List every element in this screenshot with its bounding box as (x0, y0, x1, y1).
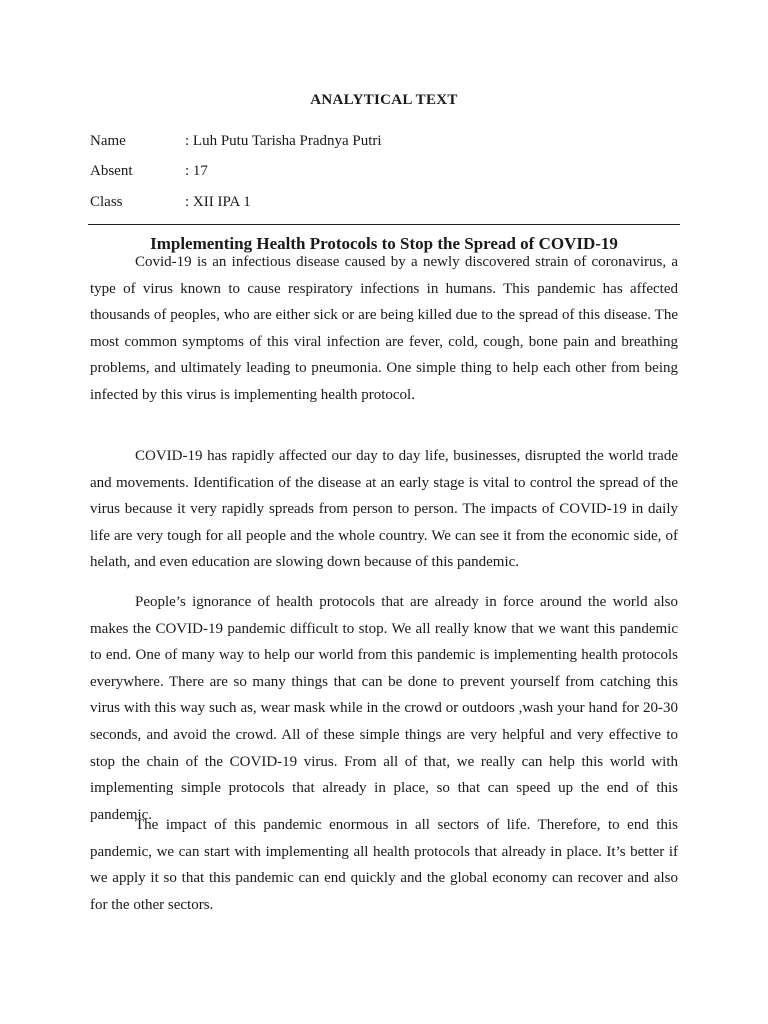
name-label: Name (90, 133, 126, 149)
info-row-absent (90, 161, 208, 181)
info-row-name (90, 131, 382, 151)
horizontal-divider (88, 224, 680, 225)
absent-label: Absent (90, 163, 133, 179)
class-value: : XII IPA 1 (185, 194, 251, 210)
paragraph-3: People’s ignorance of health protocols that are already in force around the world also makes the COVID-19 pandemic difficult to stop. We all really know that we want this pandemic to end. One of many way to help our world from this pandemic is implementing health protocols everywhere. There are so many things that can be done to prevent yourself from catching this virus with this way such as, wear mask while in the crowd or outdoors ,wash your hand for 20-30 seconds, and avoid the crowd. All of these simple things are very helpful and very effective to stop the chain of the COVID-19 virus. From all of that, we really can help this world with implementing simple protocols that already in place, so that can speed up the end of this pandemic. (90, 594, 678, 823)
paragraph-4: The impact of this pandemic enormous in all sectors of life. Therefore, to end this pandemic, we can start with implementing all health protocols that already in place. It’s better if we apply it so that this pandemic can end quickly and the global economy can recover and also for the other sectors. (90, 817, 678, 913)
essay-title: Implementing Health Protocols to Stop the Spread of COVID-19 (150, 234, 618, 253)
paragraph-2: COVID-19 has rapidly affected our day to day life, businesses, disrupted the world trade and movements. Identification of the disease at an early stage is vital to control the spread of the virus because it very rapidly spreads from person to person. The impacts of COVID-19 in daily life are very tough for all people and the whole country. We can see it from the economic side, of helath, and even education are slowing down because of this pandemic. (90, 448, 678, 571)
info-row-class (90, 192, 251, 212)
absent-value: : 17 (185, 163, 208, 179)
class-label: Class (90, 194, 123, 210)
name-value: : Luh Putu Tarisha Pradnya Putri (185, 133, 382, 149)
paragraph-1: Covid-19 is an infectious disease caused by a newly discovered strain of coronavirus, a type of virus known to cause respiratory infections in humans. This pandemic has affected thousands of peoples, who are either sick or are being killed due to the spread of this disease. The most common symptoms of this viral infection are fever, cold, cough, bone pain and breathing problems, and ultimately leading to pneumonia. One simple thing to help each other from being infected by this virus is implementing health protocol. (90, 254, 678, 403)
document-heading: ANALYTICAL TEXT (310, 92, 458, 108)
